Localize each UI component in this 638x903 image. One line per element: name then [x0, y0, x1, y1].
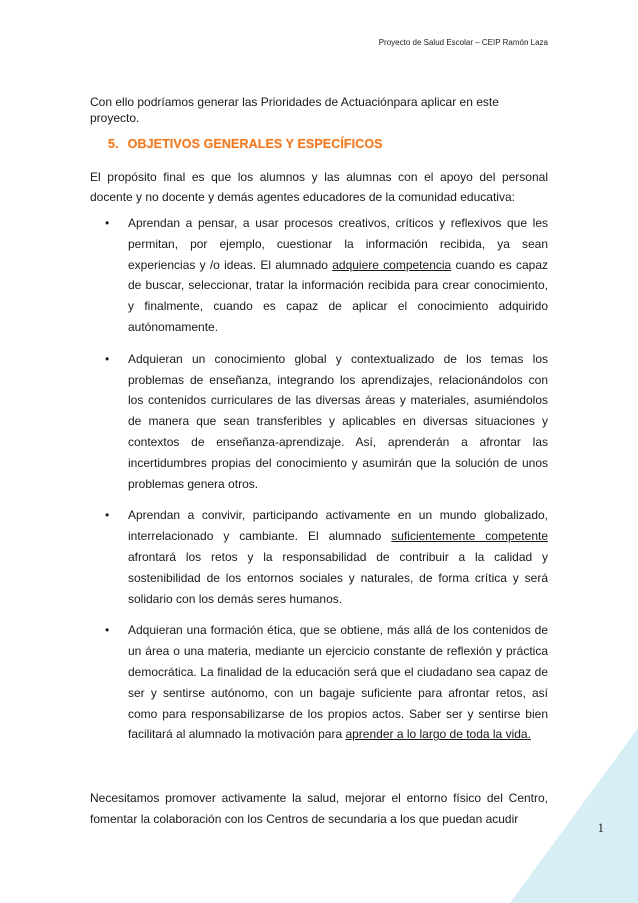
- objective-text: Adquieran un conocimiento global y contextualizado de los temas los problemas de enseñanza, integrando los aprendizajes, relacionándolos con los contenidos curriculares de las diversas áreas y materiales, asumiéndolos de manera que sean transferibles y aplicables en diversas situaciones y contextos de enseñanza-aprendizaje. Así, aprenderán a afrontar las incertidumbres propias del conocimiento y asumirán que la solución de unos problemas genera otros.: [128, 351, 548, 491]
- objective-text: Adquieran una formación ética, que se obtiene, más allá de los contenidos de un área o una materia, mediante un ejercicio constante de reflexión y práctica democrática. La finalidad de la educación será que el ciudadano sea capaz de ser y sentirse autónomo, con un bagaje suficiente para afrontar retos, así como para responsabilizarse de los propios actos. Saber ser y sentirse bien facilitará al alumnado la motivación para: [128, 623, 548, 742]
- bullet-icon: •: [105, 508, 110, 523]
- objective-item: [90, 349, 548, 495]
- objectives-list: [90, 213, 548, 756]
- objective-underlined-text: adquiere competencia: [332, 257, 452, 272]
- objective-text: Aprendan a convivir, participando activamente en un mundo globalizado, interrelacionado y cambiante. El alumnado: [128, 508, 548, 544]
- section-title: OBJETIVOS GENERALES Y ESPECÍFICOS: [127, 137, 383, 151]
- closing-paragraph: Necesitamos promover activamente la salud, mejorar el entorno físico del Centro, fomentar la colaboración con los Centros de secundaria a los que puedan acudir: [90, 791, 548, 826]
- objective-item: [90, 505, 548, 609]
- objective-text: Aprendan a pensar, a usar procesos creativos, críticos y reflexivos que les permitan, por ejemplo, cuestionar la información recibida, ya sean experiencias y /o ideas. El alumnado: [128, 216, 548, 272]
- bullet-icon: •: [105, 351, 110, 366]
- objective-underlined-text: aprender a lo largo de toda la vida.: [345, 727, 531, 742]
- objective-item: [90, 620, 548, 745]
- bullet-icon: •: [105, 216, 110, 230]
- page-header: Proyecto de Salud Escolar – CEIP Ramón Laza: [378, 38, 548, 47]
- objective-text-end: afrontará los retos y la responsabilidad de contribuir a la calidad y sostenibilidad de los entornos sociales y naturales, de forma crítica y será solidario con los demás seres humanos.: [128, 549, 548, 606]
- purpose-paragraph: El propósito final es que los alumnos y las alumnas con el apoyo del personal docente y no docente y demás agentes educadores de la comunidad educativa:: [90, 170, 548, 204]
- objective-text-end: cuando es capaz de buscar, seleccionar, tratar la información recibida para crear conocimiento, y finalmente, cuando es capaz de aplicar el conocimiento adquirido autónomamente.: [128, 257, 548, 334]
- objective-item: [90, 213, 548, 338]
- intro-paragraph: Con ello podríamos generar las Prioridades de Actuaciónpara aplicar en este proyecto.: [90, 95, 499, 125]
- page-number: 1: [597, 820, 604, 835]
- corner-decoration: [510, 728, 638, 903]
- section-heading: [108, 137, 392, 151]
- bullet-icon: •: [105, 623, 110, 638]
- objective-underlined-text: suficientemente competente: [391, 529, 548, 544]
- section-number: 5.: [108, 137, 119, 151]
